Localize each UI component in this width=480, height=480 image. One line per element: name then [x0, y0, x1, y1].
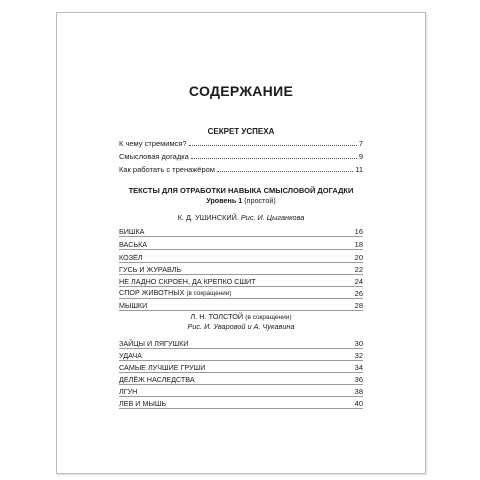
illustrator-credit: Рис. И. Цыганкова	[240, 213, 305, 222]
toc-entry	[119, 397, 363, 409]
toc-entry-title: БИШКА	[119, 227, 145, 236]
toc-entry-page: 38	[354, 387, 363, 396]
toc-entry-page: 11	[355, 165, 363, 174]
toc-entry-page: 7	[358, 139, 363, 148]
toc-entry	[119, 150, 363, 161]
toc-entry-title: ВАСЬКА	[119, 240, 148, 249]
toc-entry	[119, 299, 363, 311]
leader	[145, 259, 353, 260]
leader	[207, 369, 352, 370]
toc-entry-page: 24	[354, 277, 363, 286]
leader	[149, 307, 352, 308]
toc-entry-title: САМЫЕ ЛУЧШИЕ ГРУШИ	[119, 363, 206, 372]
dot-leader	[189, 144, 357, 146]
toc-entry-title	[119, 288, 231, 298]
leader	[168, 405, 353, 406]
toc-entry-title-text: СПОР ЖИВОТНЫХ	[119, 288, 185, 297]
leader	[190, 345, 352, 346]
dot-leader	[191, 157, 357, 159]
toc-entry	[119, 251, 363, 263]
toc-entry-title: ЛГУН	[119, 387, 138, 396]
leader	[233, 295, 352, 296]
author-name: К. Д. УШИНСКИЙ.	[177, 213, 239, 222]
toc-entry-title: ДЕЛЁЖ НАСЛЕДСТВА	[119, 375, 195, 384]
toc-entry-title: ЛЕВ И МЫШЬ	[119, 399, 167, 408]
toc-entry-note: (в сокращении)	[186, 290, 232, 297]
toc-entry	[119, 263, 363, 275]
section-title-texts: ТЕКСТЫ ДЛЯ ОТРАБОТКИ НАВЫКА СМЫСЛОВОЙ ДОГАДКИ	[128, 186, 354, 195]
toc-entry	[119, 275, 363, 287]
level-label	[119, 196, 363, 205]
leader	[197, 381, 353, 382]
toc-entry-title: КОЗЁЛ	[119, 253, 143, 262]
page-title: СОДЕРЖАНИЕ	[188, 83, 294, 99]
author-heading-ushinsky	[119, 213, 363, 223]
toc-entry-page: 40	[354, 399, 363, 408]
toc-entry-title: ЗАЙЦЫ И ЛЯГУШКИ	[119, 339, 189, 348]
toc-entry	[119, 373, 363, 385]
toc-entry-title: Как работать с тренажёром	[119, 165, 215, 174]
dot-leader	[217, 170, 353, 172]
leader	[144, 357, 353, 358]
author-note: (в сокращении)	[245, 314, 292, 321]
toc-entry	[119, 349, 363, 361]
toc-entry-page: 30	[354, 339, 363, 348]
toc-entry	[119, 287, 363, 299]
toc-entry-page: 36	[354, 375, 363, 384]
toc-entry-page: 22	[354, 265, 363, 274]
leader	[139, 393, 352, 394]
toc-entry	[119, 337, 363, 349]
toc-entry	[119, 163, 363, 174]
illustrator-line	[119, 322, 363, 332]
toc-entry-title: Смысловая догадка	[119, 152, 189, 161]
toc-entry-title: МЫШКИ	[119, 301, 148, 310]
leader	[149, 246, 353, 247]
toc-entry	[119, 225, 363, 237]
book-page	[56, 12, 426, 474]
toc-entry-page: 32	[354, 351, 363, 360]
toc-entry-page: 16	[354, 227, 363, 236]
section-title-success: СЕКРЕТ УСПЕХА	[207, 127, 275, 136]
leader	[146, 233, 352, 234]
toc-entry-page: 28	[354, 301, 363, 310]
toc-entry-page: 20	[354, 253, 363, 262]
toc-entry-title: УДАЧА	[119, 351, 142, 360]
toc-entry	[119, 238, 363, 250]
illustrator-credit: Рис. И. Уваровой и А. Чукавина	[187, 322, 295, 331]
toc-entry-page: 9	[358, 152, 363, 161]
toc-entry	[119, 385, 363, 397]
toc-entry-page: 18	[354, 240, 363, 249]
toc-entry-page: 34	[354, 363, 363, 372]
level-note: (простой)	[244, 196, 276, 205]
author-name: Л. Н. ТОЛСТОЙ	[190, 312, 244, 321]
toc-entry-title: ГУСЬ И ЖУРАВЛЬ	[119, 265, 182, 274]
toc-entry-page: 26	[354, 289, 363, 298]
leader	[258, 283, 353, 284]
level-name: Уровень 1	[206, 196, 243, 205]
toc-entry-title: К чему стремимся?	[119, 139, 187, 148]
toc-entry	[119, 137, 363, 148]
leader	[183, 271, 353, 272]
toc-entry-title: НЕ ЛАДНО СКРОЕН, ДА КРЕПКО СШИТ	[119, 277, 256, 286]
toc-entry	[119, 361, 363, 373]
